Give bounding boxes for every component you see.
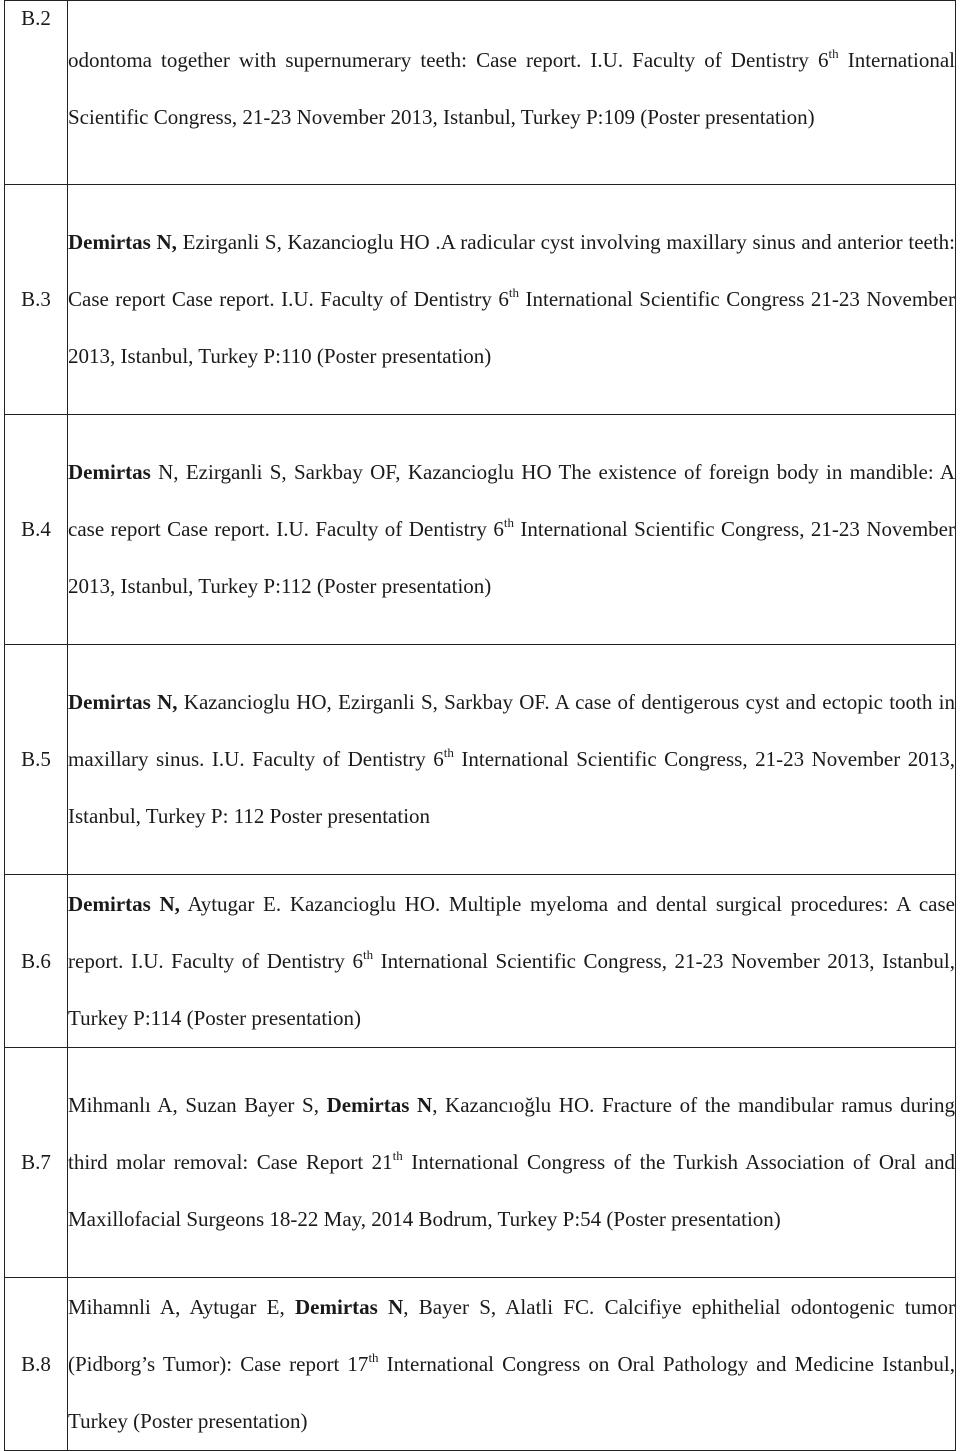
citation-text: International Scientific Congress, 21-23 November 2013, Istanbul, Turkey P:112 (Poster presentation) (68, 517, 955, 598)
table-row (5, 875, 956, 1048)
entry-content (68, 645, 956, 875)
table-row (5, 1278, 956, 1451)
entry-content (68, 415, 956, 645)
citation-text: , Bayer S, Alatli FC. Calcifiye ephithelial odontogenic tumor (Pidborg’s Tumor): Case report 17 (68, 1294, 955, 1376)
author-highlight: Demirtas N, (68, 690, 178, 714)
entry-text (68, 674, 955, 845)
citation-text: odontoma together with supernumerary teeth: Case report. I.U. Faculty of Dentistry 6 (68, 47, 829, 72)
ordinal-suffix: th (362, 946, 374, 962)
citation-text: International Scientific Congress, 21-23 November 2013, Istanbul, Turkey P:109 (Poster presentation) (68, 47, 955, 129)
entry-text (68, 1279, 955, 1450)
ordinal-suffix: th (392, 1148, 403, 1163)
table-row (5, 1, 956, 185)
entry-id: B.5 (5, 645, 68, 875)
citation-text: International Congress on Oral Pathology and Medicine Istanbul, Turkey (Poster presentation) (68, 1351, 955, 1433)
ordinal-suffix: th (508, 285, 519, 300)
ordinal-suffix: th (443, 745, 454, 760)
citation-text: Aytugar E. Kazancioglu HO. Multiple myeloma and dental surgical procedures: A case report. I.U. Faculty of Dentistry 6 (68, 891, 955, 973)
table-row (5, 415, 956, 645)
citation-text: Mihmanlı A, Suzan Bayer S, (68, 1093, 327, 1117)
citation-text: Mihamnli A, Aytugar E, (68, 1294, 296, 1319)
citation-text: International Scientific Congress, 21-23 November 2013, Istanbul, Turkey P:114 (Poster presentation) (68, 948, 955, 1030)
ordinal-suffix: th (503, 515, 514, 530)
entry-id: B.7 (5, 1048, 68, 1278)
entry-text (68, 1077, 955, 1248)
author-highlight: Demirtas (68, 460, 151, 484)
author-highlight: Demirtas N (295, 1294, 404, 1319)
table-row (5, 1048, 956, 1278)
citation-text: Kazancioglu HO, Ezirganli S, Sarkbay OF. A case of dentigerous cyst and ectopic tooth in maxillary sinus. I.U. Faculty of Dentistry 6 (68, 690, 955, 771)
entry-content (68, 1, 956, 185)
entry-id: B.2 (5, 1, 68, 185)
entry-content (68, 1048, 956, 1278)
entry-content (68, 185, 956, 415)
citation-text: , Kazancıoğlu HO. Fracture of the mandibular ramus during third molar removal: Case Report 21 (68, 1093, 955, 1174)
entry-id: B.8 (5, 1278, 68, 1451)
entry-id: B.3 (5, 185, 68, 415)
entry-id: B.6 (5, 875, 68, 1048)
citation-text: International Scientific Congress, 21-23 November 2013, Istanbul, Turkey P: 112 Poster presentation (68, 747, 955, 828)
citation-text: International Scientific Congress 21-23 November 2013, Istanbul, Turkey P:110 (Poster presentation) (68, 287, 955, 368)
author-highlight: Demirtas N, (68, 230, 177, 254)
citation-text: N, Ezirganli S, Sarkbay OF, Kazancioglu HO The existence of foreign body in mandible: A case report Case report. I.U. Faculty of Dentistry 6 (68, 460, 955, 541)
table-row (5, 645, 956, 875)
author-highlight: Demirtas N (326, 1093, 433, 1117)
citation-text: Ezirganli S, Kazancioglu HO .A radicular cyst involving maxillary sinus and anterior teeth: Case report Case report. I.U. Faculty of Dentistry 6 (68, 230, 956, 311)
entry-content (68, 875, 956, 1048)
entry-text (68, 32, 955, 146)
publications-table (4, 0, 956, 1451)
entry-text (68, 214, 955, 385)
entry-text (68, 876, 955, 1047)
entry-content (68, 1278, 956, 1451)
ordinal-suffix: th (828, 45, 839, 61)
entry-id: B.4 (5, 415, 68, 645)
table-row (5, 185, 956, 415)
citation-text: International Congress of the Turkish Association of Oral and Maxillofacial Surgeons 18-22 May, 2014 Bodrum, Turkey P:54 (Poster presentation) (68, 1150, 956, 1231)
author-highlight: Demirtas N, (68, 891, 180, 916)
ordinal-suffix: th (368, 1349, 379, 1365)
entry-text (68, 444, 955, 615)
